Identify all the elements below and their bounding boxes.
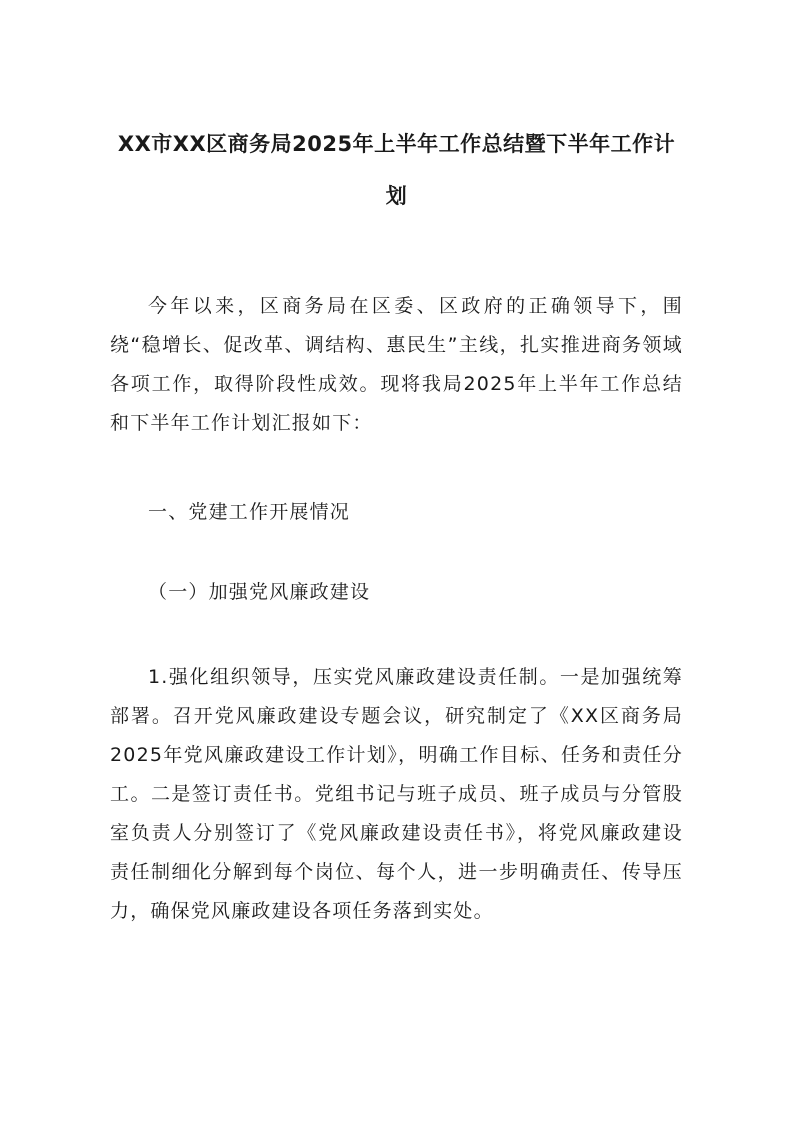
item-1-paragraph: 1.强化组织领导，压实党风廉政建设责任制。一是加强统筹部署。召开党风廉政建设专题会议，研究制定了《XX区商务局2025年党风廉政建设工作计划》，明确工作目标、任务和责任分工。二是签订责任书。党组书记与班子成员、班子成员与分管股室负责人分别签订了《党风廉政建设责任书》，将党风廉政建设责任制细化分解到每个岗位、每个人，进一步明确责任、传导压力，确保党风廉政建设各项任务落到实处。 xyxy=(110,666,683,922)
document-title: XX市XX区商务局2025年上半年工作总结暨下半年工作计划 xyxy=(117,132,676,208)
subsection-heading-integrity: （一）加强党风廉政建设 xyxy=(148,581,371,603)
intro-paragraph: 今年以来，区商务局在区委、区政府的正确领导下，围绕“稳增长、促改革、调结构、惠民生”主线，扎实推进商务领域各项工作，取得阶段性成效。现将我局2025年上半年工作总结和下半年工作计划汇报如下： xyxy=(110,295,683,434)
section-heading-party-building: 一、党建工作开展情况 xyxy=(148,501,351,523)
